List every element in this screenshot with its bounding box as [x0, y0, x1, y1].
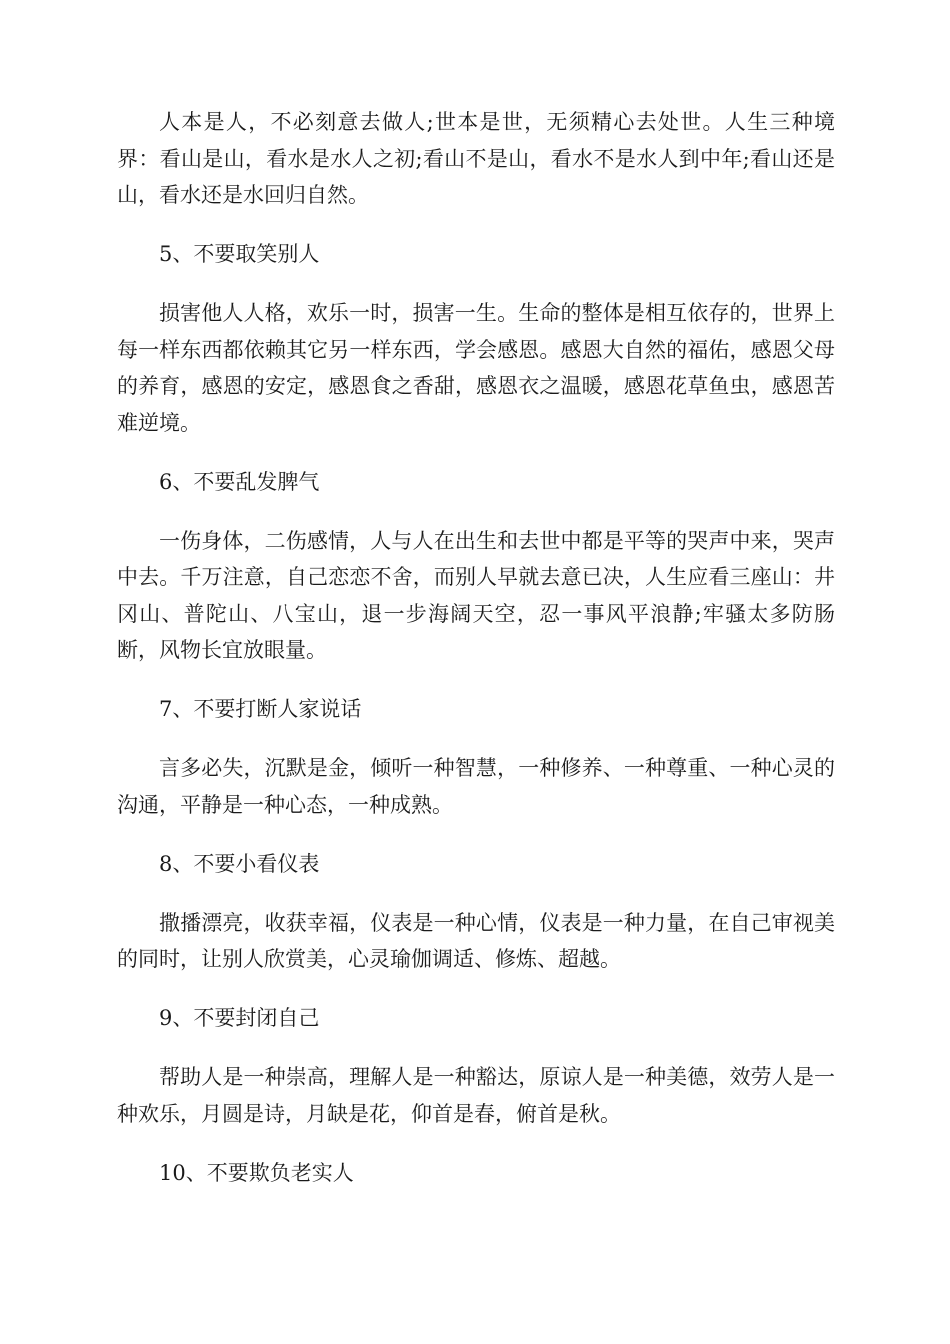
heading-7: 7、不要打断人家说话 [159, 697, 362, 721]
heading-8: 8、不要小看仪表 [159, 851, 320, 876]
paragraph-life-realms: 人本是人，不必刻意去做人;世本是世，无须精心去处世。人生三种境界：看山是山，看水是水人之初;看山不是山，看水不是水人到中年;看山还是山，看水还是水回归自然。 [117, 110, 835, 207]
document-body [117, 104, 835, 1214]
paragraph-temper: 一伤身体，二伤感情，人与人在出生和去世中都是平等的哭声中来，哭声中去。千万注意，自己恋恋不舍，而别人早就去意已决，人生应看三座山：井冈山、普陀山、八宝山，退一步海阔天空，忍一事风平浪静;牢骚太多防肠断，风物长宜放眼量。 [117, 528, 835, 662]
heading-9: 9、不要封闭自己 [159, 1006, 320, 1030]
paragraph-gratitude: 损害他人人格，欢乐一时，损害一生。生命的整体是相互依存的，世界上每一样东西都依赖其它另一样东西，学会感恩。感恩大自然的福佑，感恩父母的养育，感恩的安定，感恩食之香甜，感恩衣之温暖，感恩花草鱼虫，感恩苦难逆境。 [117, 301, 835, 435]
heading-6: 6、不要乱发脾气 [159, 469, 320, 494]
heading-10: 10、不要欺负老实人 [159, 1160, 354, 1185]
paragraph-listening: 言多必失，沉默是金，倾听一种智慧，一种修养、一种尊重、一种心灵的沟通，平静是一种心态，一种成熟。 [117, 756, 835, 817]
heading-5: 5、不要取笑别人 [159, 242, 320, 266]
paragraph-appearance: 撒播漂亮，收获幸福，仪表是一种心情，仪表是一种力量，在自己审视美的同时，让别人欣赏美，心灵瑜伽调适、修炼、超越。 [117, 910, 835, 971]
paragraph-openness: 帮助人是一种崇高，理解人是一种豁达，原谅人是一种美德，效劳人是一种欢乐，月圆是诗，月缺是花，仰首是春，俯首是秋。 [117, 1065, 835, 1126]
